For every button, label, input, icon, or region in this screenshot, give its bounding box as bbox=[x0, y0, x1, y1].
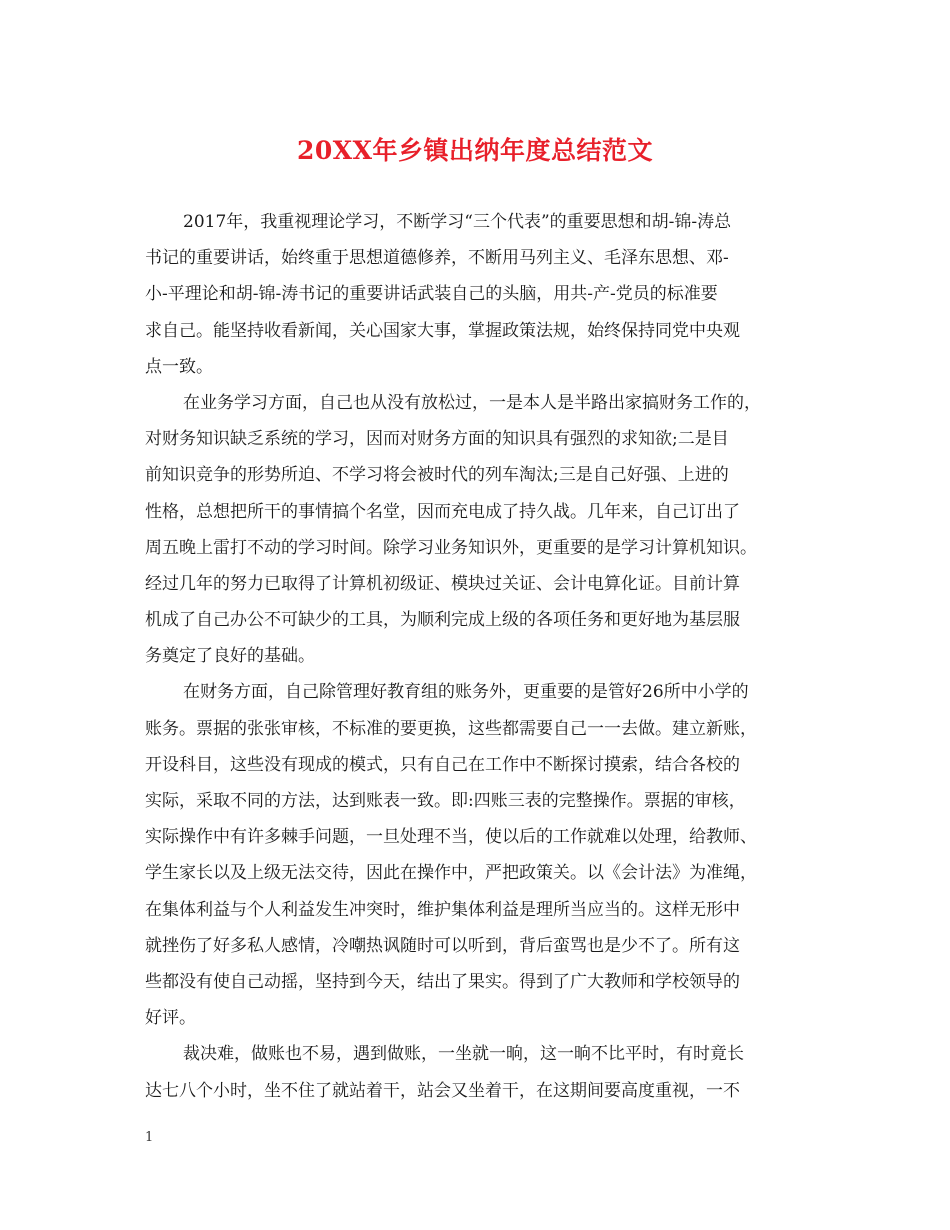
page-number: 1 bbox=[145, 1130, 154, 1145]
paragraph-line: 开设科目，这些没有现成的模式，只有自己在工作中不断探讨摸索，结合各校的 bbox=[145, 754, 740, 775]
paragraph-line: 书记的重要讲话，始终重于思想道德修养，不断用马列主义、毛泽东思想、邓- bbox=[145, 248, 729, 269]
paragraph-line: 实际操作中有许多棘手问题，一旦处理不当，使以后的工作就难以处理，给教师、 bbox=[145, 827, 757, 848]
document-body bbox=[145, 204, 805, 1109]
paragraph-line: 学生家长以及上级无法交待，因此在操作中，严把政策关。以《会计法》为准绳， bbox=[145, 863, 757, 884]
paragraph-line: 务奠定了良好的基础。 bbox=[145, 646, 315, 667]
paragraph-line: 在集体利益与个人利益发生冲突时，维护集体利益是理所当应当的。这样无形中 bbox=[145, 899, 740, 920]
paragraph-line: 对财务知识缺乏系统的学习，因而对财务方面的知识具有强烈的求知欲;二是目 bbox=[145, 429, 729, 450]
document-title: 20XX年乡镇出纳年度总结范文 bbox=[296, 136, 654, 165]
paragraph-line: 实际，采取不同的方法，达到账表一致。即:四账三表的完整操作。票据的审核， bbox=[145, 791, 746, 811]
paragraph-line: 性格，总想把所干的事情搞个名堂，因而充电成了持久战。几年来，自己订出了 bbox=[145, 501, 740, 522]
paragraph-line: 些都没有使自己动摇，坚持到今天，结出了果实。得到了广大教师和学校领导的 bbox=[145, 971, 740, 992]
paragraph-line: 在财务方面，自己除管理好教育组的账务外，更重要的是管好26所中小学的 bbox=[183, 682, 749, 703]
paragraph-line: 在业务学习方面，自己也从没有放松过，一是本人是半路出家搞财务工作的， bbox=[183, 392, 761, 413]
paragraph-line: 账务。票据的张张审核，不标准的要更换，这些都需要自己一一去做。建立新账， bbox=[145, 718, 757, 739]
paragraph-line: 求自己。能坚持收看新闻，关心国家大事，掌握政策法规，始终保持同党中央观 bbox=[145, 320, 740, 341]
paragraph-line: 好评。 bbox=[145, 1008, 196, 1029]
paragraph-line: 小-平理论和胡-锦-涛书记的重要讲话武装自己的头脑，用共-产-党员的标准要 bbox=[145, 284, 718, 305]
paragraph-line: 点一致。 bbox=[145, 356, 213, 377]
paragraph-line: 就挫伤了好多私人感情，冷嘲热讽随时可以听到，背后蛮骂也是少不了。所有这 bbox=[145, 935, 740, 956]
paragraph-line: 2017年，我重视理论学习，不断学习“三个代表”的重要思想和胡-锦-涛总 bbox=[183, 212, 732, 232]
paragraph-line: 机成了自己办公不可缺少的工具，为顺利完成上级的各项任务和更好地为基层服 bbox=[145, 610, 740, 631]
paragraph-line: 达七八个小时，坐不住了就站着干，站会又坐着干，在这期间要高度重视，一不 bbox=[145, 1080, 740, 1101]
paragraph-line: 周五晚上雷打不动的学习时间。除学习业务知识外，更重要的是学习计算机知识。 bbox=[145, 537, 757, 558]
paragraph-line: 经过几年的努力已取得了计算机初级证、模块过关证、会计电算化证。目前计算 bbox=[145, 573, 740, 594]
paragraph-line: 前知识竞争的形势所迫、不学习将会被时代的列车淘汰;三是自己好强、上进的 bbox=[145, 465, 729, 486]
paragraph-line: 裁决难，做账也不易，遇到做账，一坐就一晌，这一晌不比平时，有时竟长 bbox=[183, 1044, 744, 1065]
